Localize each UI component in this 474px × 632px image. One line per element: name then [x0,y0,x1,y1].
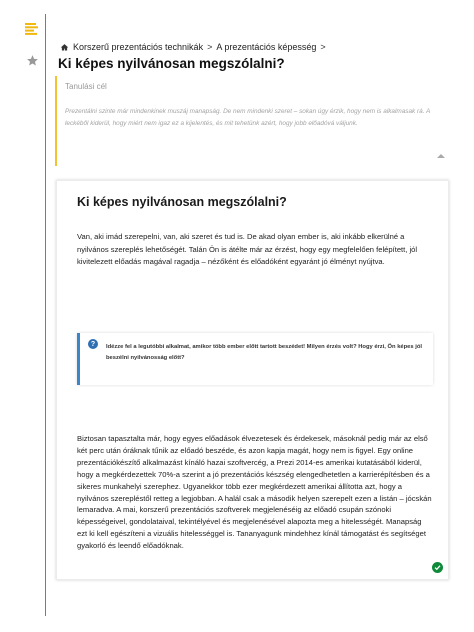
question-icon: ? [88,339,98,349]
breadcrumb-separator: > [320,42,326,52]
list-icon [25,23,39,35]
table-of-contents-button[interactable] [22,19,42,39]
body-paragraph: Biztosan tapasztalta már, hogy egyes előadások élvezetesek és érdekesek, másoknál pedig már az első két perc után óráknak tűnik az előadó beszéde, és azon kapja magát, hogy nem is figyel. Egy online prezentációkészítő alkalmazást kínáló hazai szoftvercég, a Prezi 2014-es amerikai kutatásából kiderül, hogy a megkérdezettek 70%-a szerint a jó prezentációs készség elengedhetetlen a karrierépítésben és a sikeres munkahelyi szerephez. Ugyanekkor több ezer megkérdezett amerikai állította azt, hogy a nyilvános szerepléstől retteg a legjobban. A halál csak a második helyen szerepelt ezen a listán – jócskán lemaradva. A mai, korszerű prezentációs szoftverek megjelenéséig az előadó csupán szónoki képességeivel, gondolataival, tekintélyével és megjelenésével alapozta meg a hitelességét. Manapság ezt ki kell egészíteni a vizuális hitelességgel is. Tananyagunk mindehhez kínál támogatást és segítséget gyakorló és leendő előadóknak. [77,434,432,551]
star-icon [26,54,39,67]
content-card [56,180,449,580]
rail-divider [45,14,46,616]
collapse-goal-button[interactable] [437,154,445,158]
page-title: Ki képes nyilvánosan megszólalni? [58,56,285,71]
breadcrumb [60,42,326,52]
check-circle-icon[interactable] [432,562,443,573]
reflection-callout [77,333,433,385]
intro-paragraph: Van, aki imád szerepelni, van, aki szeret és tud is. De akad olyan ember is, aki inkább elkerülné a nyilvános szereplés lehetőségét. Talán Ön is átélte már az érzést, hogy egy megfelelően felépített, jól kivitelezett előadás magával ragadja – nézőként és előadóként egyaránt jó élményt nyújtva. [77,232,418,267]
breadcrumb-item-course[interactable]: Korszerű prezentációs technikák [73,42,204,52]
learning-goal-label: Tanulási cél [65,82,107,91]
check-mark [434,564,441,571]
reflection-text: Idézze fel a legutóbbi alkalmat, amikor több ember előtt tartott beszédet! Milyen érzés volt? Hogy érzi, Ön képes jól beszélni nyilvánosság előtt? [106,344,422,361]
learning-goal-text: Prezentálni szinte már mindenkinek muszáj manapság. De nem mindenki szeret – sokan úgy érzik, hogy nem is alkalmasak rá. A leckéből kiderül, hogy miért nem igaz ez a kijelentés, és mit tehetünk azért, hogy jobb előadóvá váljunk. [65,108,431,127]
side-rail [0,0,46,632]
learning-goal-panel [55,76,451,166]
home-icon[interactable] [60,43,69,52]
breadcrumb-separator: > [207,42,213,52]
breadcrumb-item-chapter[interactable]: A prezentációs képesség [216,42,317,52]
card-title: Ki képes nyilvánosan megszólalni? [77,195,287,209]
favorite-button[interactable] [22,50,42,70]
